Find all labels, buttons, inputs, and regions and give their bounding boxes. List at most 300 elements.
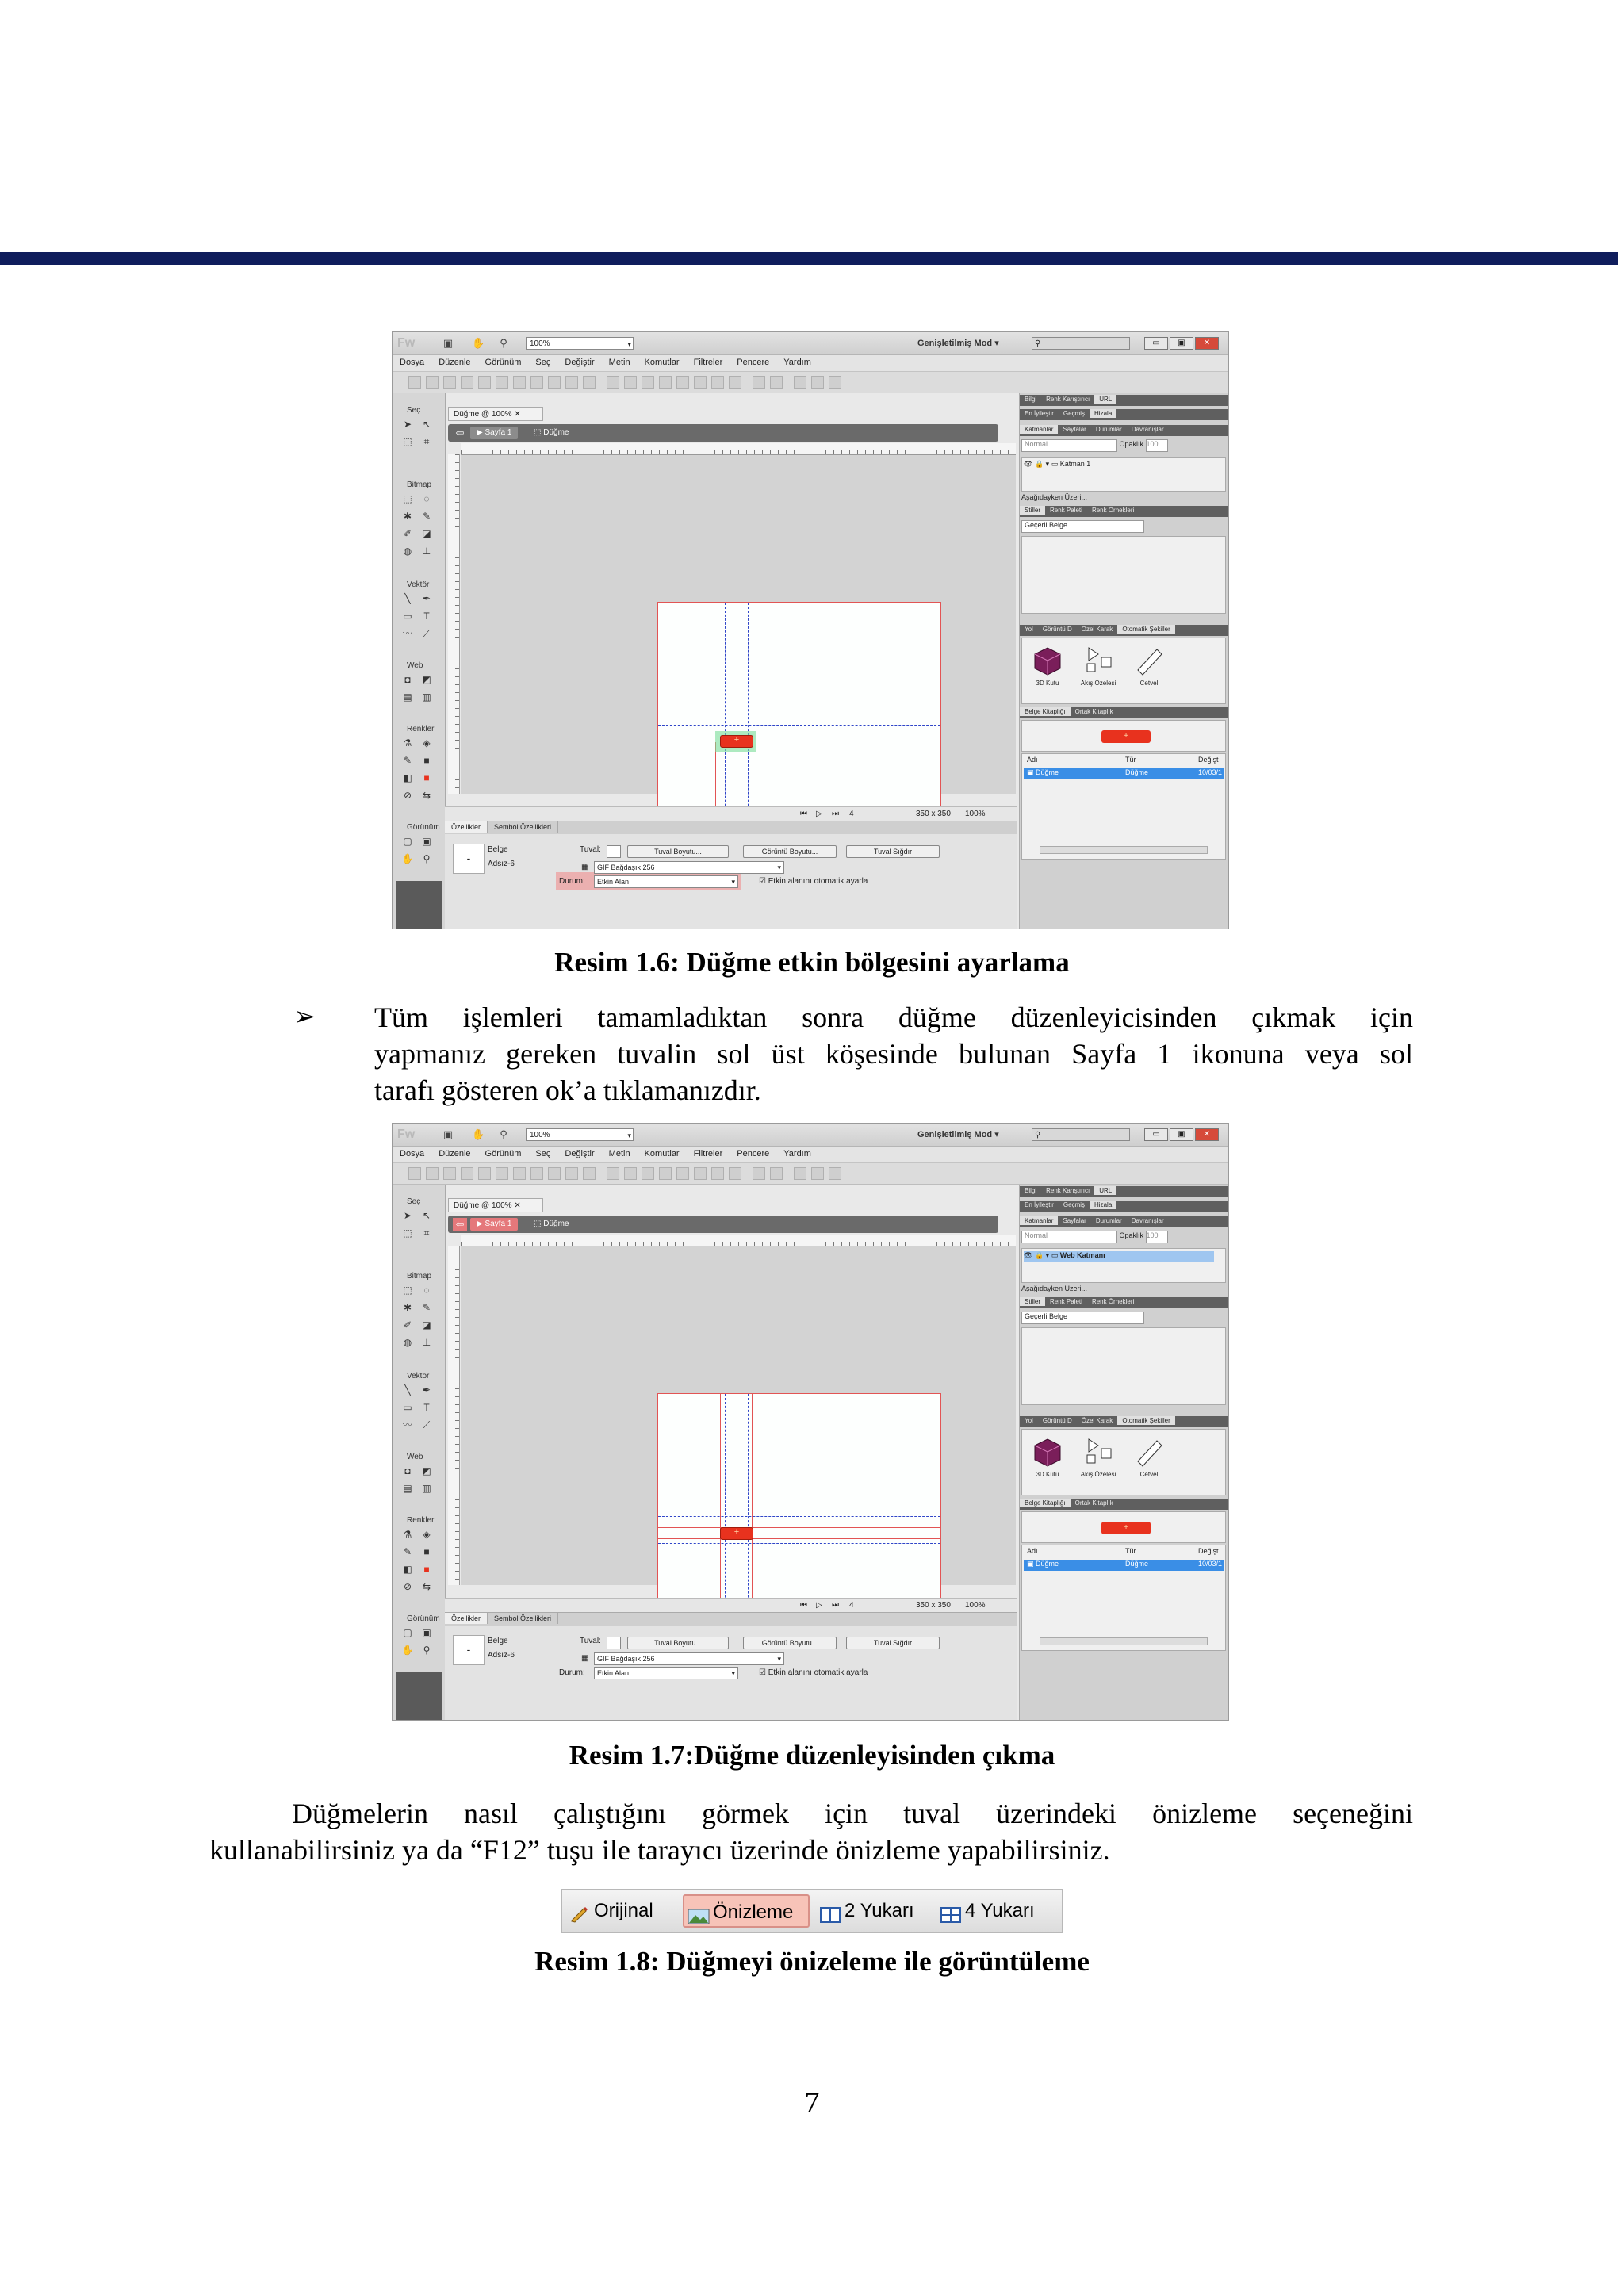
tab-layers[interactable]: Katmanlar <box>1020 425 1058 434</box>
crop-icon[interactable] <box>729 1167 741 1180</box>
image-size-button[interactable]: Görüntü Boyutu... <box>743 1637 837 1649</box>
minimize-button[interactable]: ▭ <box>1144 1128 1168 1141</box>
no-color-icon[interactable]: ⊘ <box>403 790 412 801</box>
tab-url[interactable]: URL <box>1094 1186 1116 1195</box>
align-icon[interactable] <box>753 376 765 389</box>
horizontal-scrollbar[interactable] <box>1040 846 1208 854</box>
3d-box-shape[interactable] <box>1024 643 1071 689</box>
freeform-icon[interactable]: 〰 <box>402 1419 412 1430</box>
crop-icon[interactable] <box>729 376 741 389</box>
menu-item[interactable]: Seç <box>535 358 551 367</box>
row-name: ▣ Düğme <box>1027 768 1059 776</box>
scale-icon[interactable]: ⬚ <box>403 436 412 447</box>
fill-swatch-icon[interactable]: ■ <box>423 772 430 783</box>
lasso-icon[interactable]: ◌ <box>423 493 430 504</box>
search-input[interactable] <box>1032 1128 1130 1141</box>
shape-label: Akış Özelesi <box>1080 680 1116 687</box>
bring-front-icon[interactable] <box>794 1167 806 1180</box>
brush-icon[interactable]: ✎ <box>422 1302 431 1313</box>
hand-icon[interactable]: ✋ <box>472 337 485 349</box>
knife-icon[interactable]: ⟋ <box>423 1419 431 1430</box>
import-icon[interactable] <box>461 1167 473 1180</box>
button-symbol[interactable] <box>720 1527 753 1540</box>
group-icon[interactable] <box>607 376 619 389</box>
tab-properties[interactable]: Özellikler <box>445 821 488 833</box>
knife-icon[interactable]: ⟋ <box>423 628 431 639</box>
eye-icon[interactable]: 👁 <box>1024 460 1033 468</box>
zoom-icon[interactable]: ⚲ <box>500 337 508 349</box>
paste-icon[interactable] <box>583 376 596 389</box>
pen-icon[interactable]: ✒ <box>422 1384 431 1396</box>
combine-icon[interactable] <box>642 376 654 389</box>
split-icon[interactable] <box>659 1167 672 1180</box>
styles-row <box>1021 1312 1226 1324</box>
folder-icon: ▭ <box>1051 1251 1059 1259</box>
tab-document-library[interactable]: Belge Kitaplığı <box>1020 1499 1071 1507</box>
tab-history[interactable]: Geçmiş <box>1063 410 1086 417</box>
tab-styles[interactable]: Stiller <box>1020 1297 1045 1306</box>
shape-label: Cetvel <box>1139 1471 1159 1478</box>
rotate-icon[interactable] <box>770 1167 783 1180</box>
blend-mode-select[interactable]: Normal <box>1021 439 1117 452</box>
tab-auto-shapes[interactable]: Otomatik Şekiller <box>1117 1416 1174 1425</box>
four-up-button[interactable] <box>940 1894 1035 1928</box>
pen-icon[interactable]: ✒ <box>422 593 431 604</box>
auto-hotspot-checkbox[interactable]: ☑ Etkin alanını otomatik ayarla <box>759 877 868 886</box>
tool-group-label: Bitmap <box>407 481 432 489</box>
cut-icon[interactable] <box>548 1167 561 1180</box>
default-colors-icon[interactable]: ◧ <box>403 1564 412 1575</box>
marquee-icon[interactable]: ⬚ <box>403 1285 412 1296</box>
library-row[interactable] <box>1024 1560 1224 1571</box>
tools-footer <box>396 1672 442 1720</box>
lock-icon[interactable]: 🔒 <box>1034 1251 1044 1259</box>
opacity-input[interactable]: 100 <box>1146 1231 1168 1243</box>
subselect-icon[interactable]: ↖ <box>422 1210 431 1221</box>
canvas-color-swatch[interactable] <box>607 1637 621 1649</box>
send-back-icon[interactable] <box>811 1167 824 1180</box>
canvas-size-button[interactable]: Tuval Boyutu... <box>627 845 729 858</box>
horizontal-ruler <box>461 443 1016 455</box>
menu-item[interactable]: Görünüm <box>485 358 522 367</box>
tab-styles[interactable]: Stiller <box>1020 506 1045 515</box>
fullscreen-icon[interactable]: ▣ <box>422 1627 431 1638</box>
line-icon[interactable]: ╲ <box>404 593 411 604</box>
restore-button[interactable]: ▣ <box>1170 1128 1193 1141</box>
no-color-icon[interactable]: ⊘ <box>403 1581 412 1592</box>
figure-2-screenshot <box>392 1123 1229 1721</box>
undo-icon[interactable] <box>513 376 526 389</box>
zoom-tool-icon[interactable]: ⚲ <box>423 853 431 864</box>
auto-hotspot-label: Etkin alanını otomatik ayarla <box>768 877 868 886</box>
fill-swatch-icon[interactable]: ■ <box>423 1564 430 1575</box>
open-icon[interactable] <box>426 1167 439 1180</box>
menu-item[interactable]: Komutlar <box>644 358 680 367</box>
last-frame-icon[interactable]: ⏭ <box>832 1601 839 1610</box>
hotspot-icon[interactable]: ◘ <box>404 1465 411 1476</box>
show-slices-icon[interactable]: ▥ <box>422 691 431 703</box>
library-tabs <box>1020 707 1229 718</box>
export-format-select[interactable]: GIF Bağdaşık 256 ▾ <box>594 1652 784 1665</box>
workspace-mode[interactable]: Genişletilmiş Mod ▾ <box>917 1130 999 1139</box>
blur-icon[interactable]: ◍ <box>403 546 412 557</box>
layers-list <box>1021 1248 1226 1283</box>
column-name[interactable]: Adı <box>1027 1547 1038 1555</box>
cut-icon[interactable] <box>548 376 561 389</box>
tab-common-library[interactable]: Ortak Kitaplık <box>1074 708 1113 715</box>
tab-special-chars[interactable]: Özel Karak <box>1081 626 1113 633</box>
hand-tool-icon[interactable]: ✋ <box>401 853 414 864</box>
layout-icon[interactable]: ▣ <box>442 337 454 349</box>
properties-tabs <box>445 1613 1017 1626</box>
rectangle-icon[interactable]: ▭ <box>403 611 412 622</box>
close-button[interactable]: ✕ <box>1195 337 1219 350</box>
vertical-ruler <box>448 1246 460 1585</box>
marquee-icon[interactable]: ⬚ <box>403 493 412 504</box>
stroke-color-icon[interactable]: ✎ <box>403 1546 412 1557</box>
new-icon[interactable] <box>408 1167 421 1180</box>
shape-label: Cetvel <box>1139 680 1159 687</box>
magic-wand-icon[interactable]: ✱ <box>403 1302 412 1313</box>
paste-icon[interactable] <box>583 1167 596 1180</box>
tab-path[interactable]: Yol <box>1025 1417 1033 1424</box>
menu-item[interactable]: Değiştir <box>565 358 595 367</box>
brush-icon[interactable]: ✎ <box>422 511 431 522</box>
state-dropdown-label[interactable]: Aşağıdayken Üzeri... <box>1021 1285 1088 1292</box>
union-icon[interactable] <box>676 1167 689 1180</box>
print-icon[interactable] <box>496 376 508 389</box>
fullscreen-icon[interactable]: ▣ <box>422 836 431 847</box>
ungroup-icon[interactable] <box>624 376 637 389</box>
horizontal-scrollbar[interactable] <box>1040 1637 1208 1645</box>
eyedropper-icon[interactable]: ⚗ <box>403 1529 412 1540</box>
group-icon[interactable] <box>607 1167 619 1180</box>
auto-shapes-list <box>1021 638 1226 704</box>
blur-icon[interactable]: ◍ <box>403 1337 412 1348</box>
row-date: 10/03/1 <box>1198 1560 1223 1568</box>
two-up-button[interactable] <box>819 1894 914 1928</box>
menu-item[interactable]: Metin <box>608 358 630 367</box>
hotspot-icon[interactable]: ◘ <box>404 674 411 685</box>
save-icon[interactable] <box>443 1167 456 1180</box>
zoom-icon[interactable]: ⚲ <box>500 1128 508 1140</box>
opacity-label: Opaklık <box>1119 440 1144 448</box>
blend-mode-select[interactable]: Normal <box>1021 1231 1117 1243</box>
tab-color-mixer[interactable]: Renk Karıştırıcı <box>1046 1187 1090 1194</box>
tab-optimize[interactable]: En İyileştir <box>1025 410 1054 417</box>
close-button[interactable]: ✕ <box>1195 1128 1219 1141</box>
hand-tool-icon[interactable]: ✋ <box>401 1645 414 1656</box>
fill-color-icon[interactable]: ■ <box>423 755 430 766</box>
close-icon[interactable]: ✕ <box>514 410 521 419</box>
layer-name: Katman 1 <box>1059 460 1091 468</box>
menu-item[interactable]: Dosya <box>400 358 425 367</box>
fit-canvas-button[interactable]: Tuval Sığdır <box>846 1637 940 1649</box>
tab-auto-shapes[interactable]: Otomatik Şekiller <box>1117 625 1174 634</box>
tab-align[interactable]: Hizala <box>1090 409 1116 418</box>
layer-row[interactable]: 👁 🔒 ▾ ▭ Katman 1 <box>1024 460 1091 468</box>
magic-wand-icon[interactable]: ✱ <box>403 511 412 522</box>
tab-url[interactable]: URL <box>1094 395 1116 404</box>
bucket-icon[interactable]: ◈ <box>423 737 431 749</box>
tab-optimize[interactable]: En İyileştir <box>1025 1201 1054 1208</box>
ruler-icon <box>1132 643 1166 678</box>
line-icon[interactable]: ╲ <box>404 1384 411 1396</box>
tab-states[interactable]: Durumlar <box>1095 1217 1122 1224</box>
flip-icon[interactable] <box>829 376 841 389</box>
bullet-paragraph <box>374 999 1413 1109</box>
tab-behaviors[interactable]: Davranışlar <box>1131 426 1164 433</box>
pencil-tool-icon[interactable]: ✐ <box>403 528 412 539</box>
menu-item[interactable]: Seç <box>535 1149 551 1158</box>
swap-colors-icon[interactable]: ⇆ <box>422 1581 431 1592</box>
hide-slices-icon[interactable]: ▤ <box>403 691 412 703</box>
document-tab[interactable] <box>448 407 543 421</box>
punch-icon[interactable] <box>711 376 724 389</box>
tab-swatches[interactable]: Renk Örnekleri <box>1091 507 1135 514</box>
union-icon[interactable] <box>676 376 689 389</box>
menu-item[interactable]: Değiştir <box>565 1149 595 1158</box>
flip-icon[interactable] <box>829 1167 841 1180</box>
original-button[interactable] <box>569 1894 653 1928</box>
close-icon[interactable]: ✕ <box>514 1201 521 1210</box>
opacity-input[interactable]: 100 <box>1146 439 1168 452</box>
first-frame-icon[interactable]: ⏮ <box>800 1601 807 1610</box>
column-type[interactable]: Tür <box>1125 756 1136 764</box>
library-row[interactable] <box>1024 768 1224 779</box>
menu-item[interactable]: Görünüm <box>485 1149 522 1158</box>
standard-mode-icon[interactable]: ▢ <box>403 1627 412 1638</box>
copy-icon[interactable] <box>565 376 578 389</box>
button-breadcrumb[interactable]: ⬚ Düğme <box>534 428 569 437</box>
tab-states[interactable]: Durumlar <box>1095 426 1122 433</box>
lasso-icon[interactable]: ◌ <box>423 1285 430 1296</box>
column-date[interactable]: Değişt <box>1198 1547 1219 1555</box>
zoom-select[interactable] <box>526 1128 634 1141</box>
restore-button[interactable]: ▣ <box>1170 337 1193 350</box>
import-icon[interactable] <box>461 376 473 389</box>
tab-properties[interactable]: Özellikler <box>445 1613 488 1624</box>
menu-item[interactable]: Yardım <box>783 358 811 367</box>
ruler-shape[interactable] <box>1125 643 1173 689</box>
eyedropper-icon[interactable]: ⚗ <box>403 737 412 749</box>
menu-item[interactable]: Pencere <box>737 358 770 367</box>
tab-history[interactable]: Geçmiş <box>1063 1201 1086 1208</box>
column-type[interactable]: Tür <box>1125 1547 1136 1555</box>
intersect-icon[interactable] <box>694 1167 707 1180</box>
main-toolbar <box>393 372 1228 393</box>
text-icon[interactable]: T <box>423 611 430 622</box>
menu-item[interactable]: Yardım <box>783 1149 811 1158</box>
stamp-icon[interactable]: ⊥ <box>422 546 431 557</box>
tab-behaviors[interactable]: Davranışlar <box>1131 1217 1164 1224</box>
export-icon[interactable] <box>478 1167 491 1180</box>
zoom-select[interactable] <box>526 337 634 350</box>
column-name[interactable]: Adı <box>1027 756 1038 764</box>
copy-icon[interactable] <box>565 1167 578 1180</box>
fill-color-icon[interactable]: ■ <box>423 1546 430 1557</box>
hand-icon[interactable]: ✋ <box>472 1128 485 1140</box>
play-icon[interactable]: ▷ <box>816 810 822 818</box>
open-icon[interactable] <box>426 376 439 389</box>
state-dropdown-label[interactable]: Aşağıdayken Üzeri... <box>1021 493 1088 501</box>
layer-row[interactable]: 👁 🔒 ▾ ▭ Web Katmanı <box>1024 1251 1214 1262</box>
split-icon[interactable] <box>659 376 672 389</box>
first-frame-icon[interactable]: ⏮ <box>800 810 807 818</box>
eraser-icon[interactable]: ◪ <box>422 528 431 539</box>
last-frame-icon[interactable]: ⏭ <box>832 810 839 818</box>
intersect-icon[interactable] <box>694 376 707 389</box>
slice-guide <box>658 1527 940 1528</box>
tab-image-edit[interactable]: Görüntü D <box>1042 1417 1072 1424</box>
tab-symbol-properties[interactable]: Sembol Özellikleri <box>488 1613 558 1624</box>
pencil-tool-icon[interactable]: ✐ <box>403 1319 412 1331</box>
chevron-down-icon: ▾ <box>627 1132 631 1139</box>
button-breadcrumb[interactable]: ⬚ Düğme <box>534 1220 569 1228</box>
pointer-icon[interactable]: ➤ <box>403 1210 412 1221</box>
lock-icon[interactable]: 🔒 <box>1034 460 1044 468</box>
tab-common-library[interactable]: Ortak Kitaplık <box>1074 1499 1113 1507</box>
slice-icon[interactable]: ◩ <box>422 1465 431 1476</box>
menu-item[interactable]: Pencere <box>737 1149 770 1158</box>
preview-button[interactable] <box>683 1894 810 1928</box>
freeform-icon[interactable]: 〰 <box>402 628 412 639</box>
rotate-icon[interactable] <box>770 376 783 389</box>
play-icon[interactable]: ▷ <box>816 1601 822 1610</box>
paragraph-2 <box>209 1795 1413 1868</box>
tab-symbol-properties[interactable]: Sembol Özellikleri <box>488 821 558 833</box>
state-select[interactable]: Etkin Alan ▾ <box>594 1667 738 1679</box>
tab-info[interactable]: Bilgi <box>1025 396 1037 403</box>
shape-label: 3D Kutu <box>1036 680 1059 687</box>
row-name-text: Düğme <box>1036 768 1059 776</box>
crop-tool-icon[interactable]: ⌗ <box>423 1227 430 1239</box>
menu-item[interactable]: Filtreler <box>693 1149 723 1158</box>
combine-icon[interactable] <box>642 1167 654 1180</box>
canvas-size-button[interactable]: Tuval Boyutu... <box>627 1637 729 1649</box>
back-arrow-icon[interactable]: ⇦ <box>453 1218 467 1231</box>
tab-document-library[interactable]: Belge Kitaplığı <box>1020 707 1071 716</box>
optimize-icon: ▦ <box>581 1654 589 1663</box>
tab-color-mixer[interactable]: Renk Karıştırıcı <box>1046 396 1090 403</box>
tab-path[interactable]: Yol <box>1025 626 1033 633</box>
page-1-breadcrumb[interactable]: ▶ Sayfa 1 <box>470 1218 518 1231</box>
state-select[interactable]: Etkin Alan ▾ <box>594 875 738 888</box>
tab-pages[interactable]: Sayfalar <box>1063 426 1086 433</box>
layout-icon[interactable]: ▣ <box>442 1128 454 1140</box>
punch-icon[interactable] <box>711 1167 724 1180</box>
text-icon[interactable]: T <box>423 1402 430 1413</box>
tab-info[interactable]: Bilgi <box>1025 1187 1037 1194</box>
search-input[interactable] <box>1032 337 1130 350</box>
tab-layers[interactable]: Katmanlar <box>1020 1216 1058 1225</box>
redo-icon[interactable] <box>530 1167 543 1180</box>
properties-tabs <box>445 821 1017 834</box>
column-date[interactable]: Değişt <box>1198 756 1219 764</box>
export-icon[interactable] <box>478 376 491 389</box>
image-size-button[interactable]: Görüntü Boyutu... <box>743 845 837 858</box>
tab-special-chars[interactable]: Özel Karak <box>1081 1417 1113 1424</box>
undo-icon[interactable] <box>513 1167 526 1180</box>
pointer-icon[interactable]: ➤ <box>403 419 412 430</box>
ruler-shape[interactable] <box>1125 1434 1173 1480</box>
export-format-select[interactable]: GIF Bağdaşık 256 ▾ <box>594 861 784 874</box>
swap-colors-icon[interactable]: ⇆ <box>422 790 431 801</box>
status-zoom[interactable]: 100% <box>965 810 986 818</box>
minimize-button[interactable]: ▭ <box>1144 337 1168 350</box>
new-icon[interactable] <box>408 376 421 389</box>
styles-select[interactable]: Geçerli Belge <box>1021 520 1144 533</box>
page-1-breadcrumb[interactable]: ▶ Sayfa 1 <box>470 427 518 439</box>
menu-item[interactable]: Komutlar <box>644 1149 680 1158</box>
back-arrow-icon[interactable]: ⇦ <box>455 427 465 438</box>
tab-pages[interactable]: Sayfalar <box>1063 1217 1086 1224</box>
stroke-color-icon[interactable]: ✎ <box>403 755 412 766</box>
menu-item[interactable]: Dosya <box>400 1149 425 1158</box>
status-zoom[interactable]: 100% <box>965 1601 986 1610</box>
zoom-tool-icon[interactable]: ⚲ <box>423 1645 431 1656</box>
rectangle-icon[interactable]: ▭ <box>403 1402 412 1413</box>
canvas-color-swatch[interactable] <box>607 845 621 858</box>
tool-group-label: Web <box>407 1453 423 1461</box>
ungroup-icon[interactable] <box>624 1167 637 1180</box>
tool-group-label: Görünüm <box>407 1614 440 1623</box>
eye-icon[interactable]: 👁 <box>1024 1251 1033 1259</box>
redo-icon[interactable] <box>530 376 543 389</box>
tab-image-edit[interactable]: Görüntü D <box>1042 626 1072 633</box>
workspace-mode[interactable]: Genişletilmiş Mod ▾ <box>917 339 999 348</box>
hide-slices-icon[interactable]: ▤ <box>403 1483 412 1494</box>
standard-mode-icon[interactable]: ▢ <box>403 836 412 847</box>
fit-canvas-button[interactable]: Tuval Sığdır <box>846 845 940 858</box>
send-back-icon[interactable] <box>811 376 824 389</box>
tab-swatches[interactable]: Renk Örnekleri <box>1091 1298 1135 1305</box>
crop-tool-icon[interactable]: ⌗ <box>423 436 430 447</box>
flowchart-shape[interactable] <box>1074 1434 1122 1480</box>
eraser-icon[interactable]: ◪ <box>422 1319 431 1331</box>
stamp-icon[interactable]: ⊥ <box>422 1337 431 1348</box>
menu-item[interactable]: Düzenle <box>439 358 471 367</box>
print-icon[interactable] <box>496 1167 508 1180</box>
scale-icon[interactable]: ⬚ <box>403 1227 412 1239</box>
tab-color-palette[interactable]: Renk Paleti <box>1050 507 1082 514</box>
button-symbol[interactable] <box>720 735 753 748</box>
menu-item[interactable]: Düzenle <box>439 1149 471 1158</box>
align-icon[interactable] <box>753 1167 765 1180</box>
tab-align[interactable]: Hizala <box>1090 1201 1116 1209</box>
show-slices-icon[interactable]: ▥ <box>422 1483 431 1494</box>
menu-item[interactable]: Filtreler <box>693 358 723 367</box>
save-icon[interactable] <box>443 376 456 389</box>
flowchart-shape[interactable] <box>1074 643 1122 689</box>
3d-box-shape[interactable] <box>1024 1434 1071 1480</box>
bring-front-icon[interactable] <box>794 376 806 389</box>
symbol-nav-bar <box>448 424 998 442</box>
button-symbol-preview: + <box>1101 730 1151 743</box>
bucket-icon[interactable]: ◈ <box>423 1529 431 1540</box>
default-colors-icon[interactable]: ◧ <box>403 772 412 783</box>
tab-color-palette[interactable]: Renk Paleti <box>1050 1298 1082 1305</box>
menu-item[interactable]: Metin <box>608 1149 630 1158</box>
window-controls <box>1144 337 1224 350</box>
slice-icon[interactable]: ◩ <box>422 674 431 685</box>
subselect-icon[interactable]: ↖ <box>422 419 431 430</box>
styles-select[interactable]: Geçerli Belge <box>1021 1312 1144 1324</box>
auto-hotspot-checkbox[interactable]: ☑ Etkin alanını otomatik ayarla <box>759 1668 868 1677</box>
figure-2-caption: Resim 1.7:Düğme düzenleyisinden çıkma <box>569 1740 1055 1771</box>
shapes-tabs <box>1020 1416 1229 1427</box>
document-tab[interactable] <box>448 1198 543 1212</box>
